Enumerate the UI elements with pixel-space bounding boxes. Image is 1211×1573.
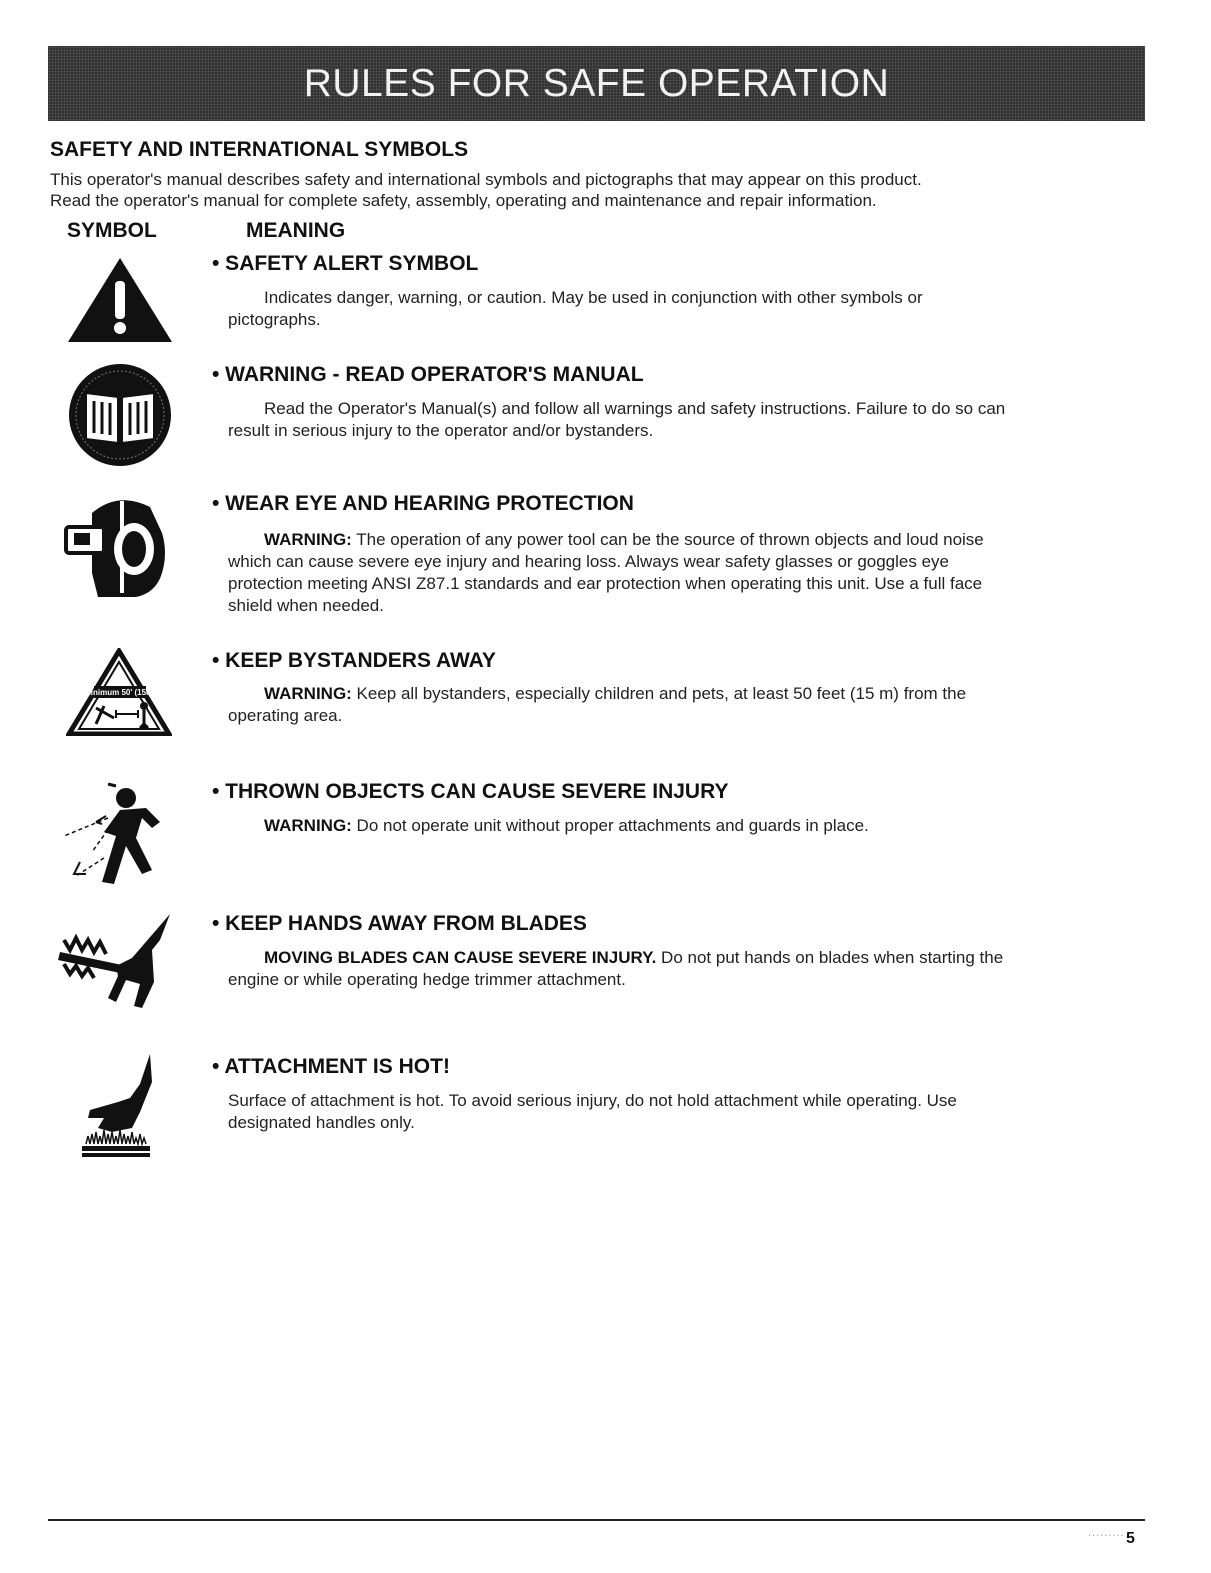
entry-body <box>228 287 1158 331</box>
hand-blades-icon <box>56 910 174 1012</box>
footer-rule <box>48 1519 1145 1521</box>
hot-surface-icon <box>78 1052 154 1158</box>
entry-body <box>228 529 1158 617</box>
icon-distance-text: Minimum 50' (15m) <box>84 688 156 697</box>
entry-line: Indicates danger, warning, or caution. May be used in conjunction with other symbols or <box>264 288 923 307</box>
warning-label: WARNING: <box>264 684 352 703</box>
entry-line: WARNING: The operation of any power tool can be the source of thrown objects and loud noise <box>264 530 984 549</box>
page-number: 5 <box>1126 1530 1135 1547</box>
entry-body <box>228 398 1158 442</box>
warning-label: WARNING: <box>264 530 352 549</box>
entry-line: MOVING BLADES CAN CAUSE SEVERE INJURY. Do not put hands on blades when starting the <box>264 948 1004 967</box>
eye-ear-protection-icon <box>62 493 176 599</box>
banner-title: RULES FOR SAFE OPERATION <box>303 61 890 105</box>
entry-body <box>228 1090 1158 1134</box>
entry-body <box>228 947 1158 991</box>
entry-line: Surface of attachment is hot. To avoid serious injury, do not hold attachment while operating. Use <box>228 1091 957 1110</box>
entry-line: WARNING: Keep all bystanders, especially children and pets, at least 50 feet (15 m) from the <box>264 684 967 703</box>
entry-line: operating area. <box>228 706 343 725</box>
section-title: SAFETY AND INTERNATIONAL SYMBOLS <box>50 138 469 161</box>
entry-title: • WEAR EYE AND HEARING PROTECTION <box>212 492 634 515</box>
column-header-meaning: MEANING <box>246 219 346 242</box>
entry-title: • WARNING - READ OPERATOR'S MANUAL <box>212 363 644 386</box>
thrown-objects-icon <box>56 778 174 888</box>
keep-bystanders-away-icon <box>66 648 172 736</box>
entry-line: WARNING: Do not operate unit without proper attachments and guards in place. <box>264 816 869 835</box>
header-banner <box>48 46 1145 121</box>
entry-title: • KEEP HANDS AWAY FROM BLADES <box>212 912 587 935</box>
entry-line: shield when needed. <box>228 596 384 615</box>
entry-line: protection meeting ANSI Z87.1 standards and ear protection when operating this unit. Use a full face <box>228 574 983 593</box>
safety-alert-triangle-icon <box>66 256 174 344</box>
intro-paragraph <box>50 169 1160 211</box>
entry-body <box>228 683 1158 727</box>
entry-title: • THROWN OBJECTS CAN CAUSE SEVERE INJURY <box>212 780 729 803</box>
footer-dots: ......... <box>1088 1527 1125 1539</box>
entry-body <box>228 815 1158 837</box>
entry-title: • KEEP BYSTANDERS AWAY <box>212 649 496 672</box>
entry-line: designated handles only. <box>228 1113 415 1132</box>
intro-line: Read the operator's manual for complete safety, assembly, operating and maintenance and repair information. <box>50 191 877 210</box>
entry-line: engine or while operating hedge trimmer attachment. <box>228 970 626 989</box>
entry-line: result in serious injury to the operator and/or bystanders. <box>228 421 654 440</box>
warning-label: WARNING: <box>264 816 352 835</box>
entry-title: • ATTACHMENT IS HOT! <box>212 1055 450 1078</box>
read-manual-icon <box>68 363 172 467</box>
column-header-symbol: SYMBOL <box>67 219 157 242</box>
entry-line: Read the Operator's Manual(s) and follow all warnings and safety instructions. Failure to do so can <box>264 399 1006 418</box>
intro-line: This operator's manual describes safety and international symbols and pictographs that may appear on this product. <box>50 170 922 189</box>
entry-line: pictographs. <box>228 310 321 329</box>
entry-title: • SAFETY ALERT SYMBOL <box>212 252 479 275</box>
entry-line: which can cause severe eye injury and hearing loss. Always wear safety glasses or goggles eye <box>228 552 949 571</box>
warning-label: MOVING BLADES CAN CAUSE SEVERE INJURY. <box>264 948 657 967</box>
